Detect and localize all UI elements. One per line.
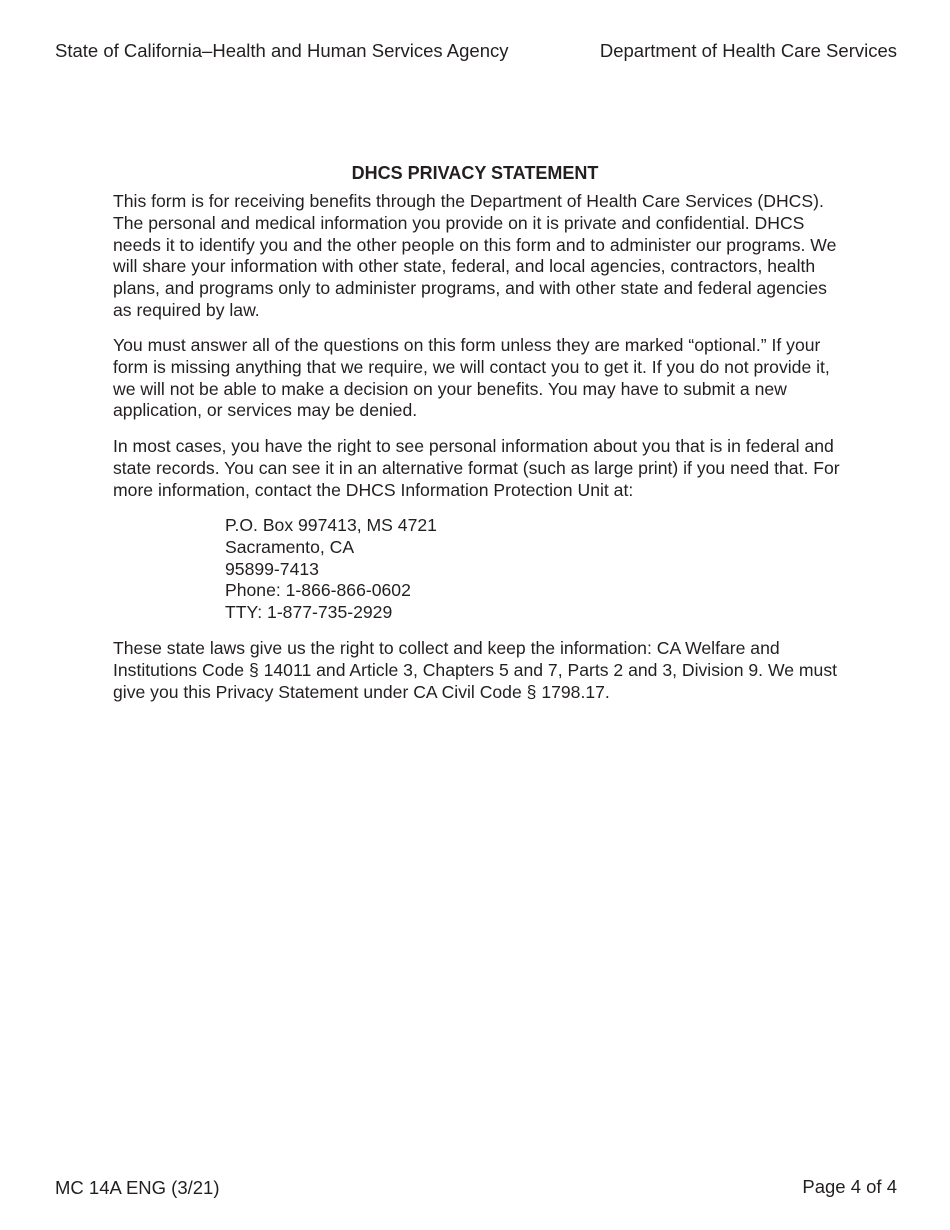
address-tty: TTY: 1-877-735-2929 (225, 602, 393, 623)
address-zip: 95899-7413 (225, 558, 319, 579)
paragraph-access-rights: In most cases, you have the right to see personal information about you that is in federal and state records. You can see it in an alternative format (such as large print) if you need that. For more information, contact the DHCS Information Protection Unit at: (113, 436, 840, 500)
address-phone: Phone: 1-866-866-0602 (225, 580, 411, 601)
header-agency: State of California–Health and Human Services Agency (55, 40, 509, 61)
header-department: Department of Health Care Services (599, 40, 897, 61)
footer-form-id: MC 14A ENG (3/21) (55, 1177, 220, 1198)
paragraph-purpose: This form is for receiving benefits through the Department of Health Care Services (DHCS). The personal and medical information you provide on it is private and confidential. DHCS needs it to identify you and the other people on this form and to administer our programs. We will share your information with other state, federal, and local agencies, contractors, health plans, and programs only to administer programs, and with other state and federal agencies as required by law. (113, 191, 837, 320)
contact-address (225, 515, 437, 624)
address-city-state: Sacramento, CA (225, 536, 355, 557)
address-po-box: P.O. Box 997413, MS 4721 (225, 515, 437, 535)
footer-page-number: Page 4 of 4 (802, 1176, 897, 1197)
document-title: DHCS PRIVACY STATEMENT (351, 163, 599, 183)
paragraph-legal-basis: These state laws give us the right to collect and keep the information: CA Welfare and Institutions Code § 14011 and Article 3, Chapters 5 and 7, Parts 2 and 3, Division 9. We must give you this Privacy Statement under CA Civil Code § 1798.17. (113, 638, 838, 702)
paragraph-requirements: You must answer all of the questions on this form unless they are marked “optional.” If your form is missing anything that we require, we will contact you to get it. If you do not provide it, we will not be able to make a decision on your benefits. You may have to submit a new application, or services may be denied. (113, 335, 830, 421)
